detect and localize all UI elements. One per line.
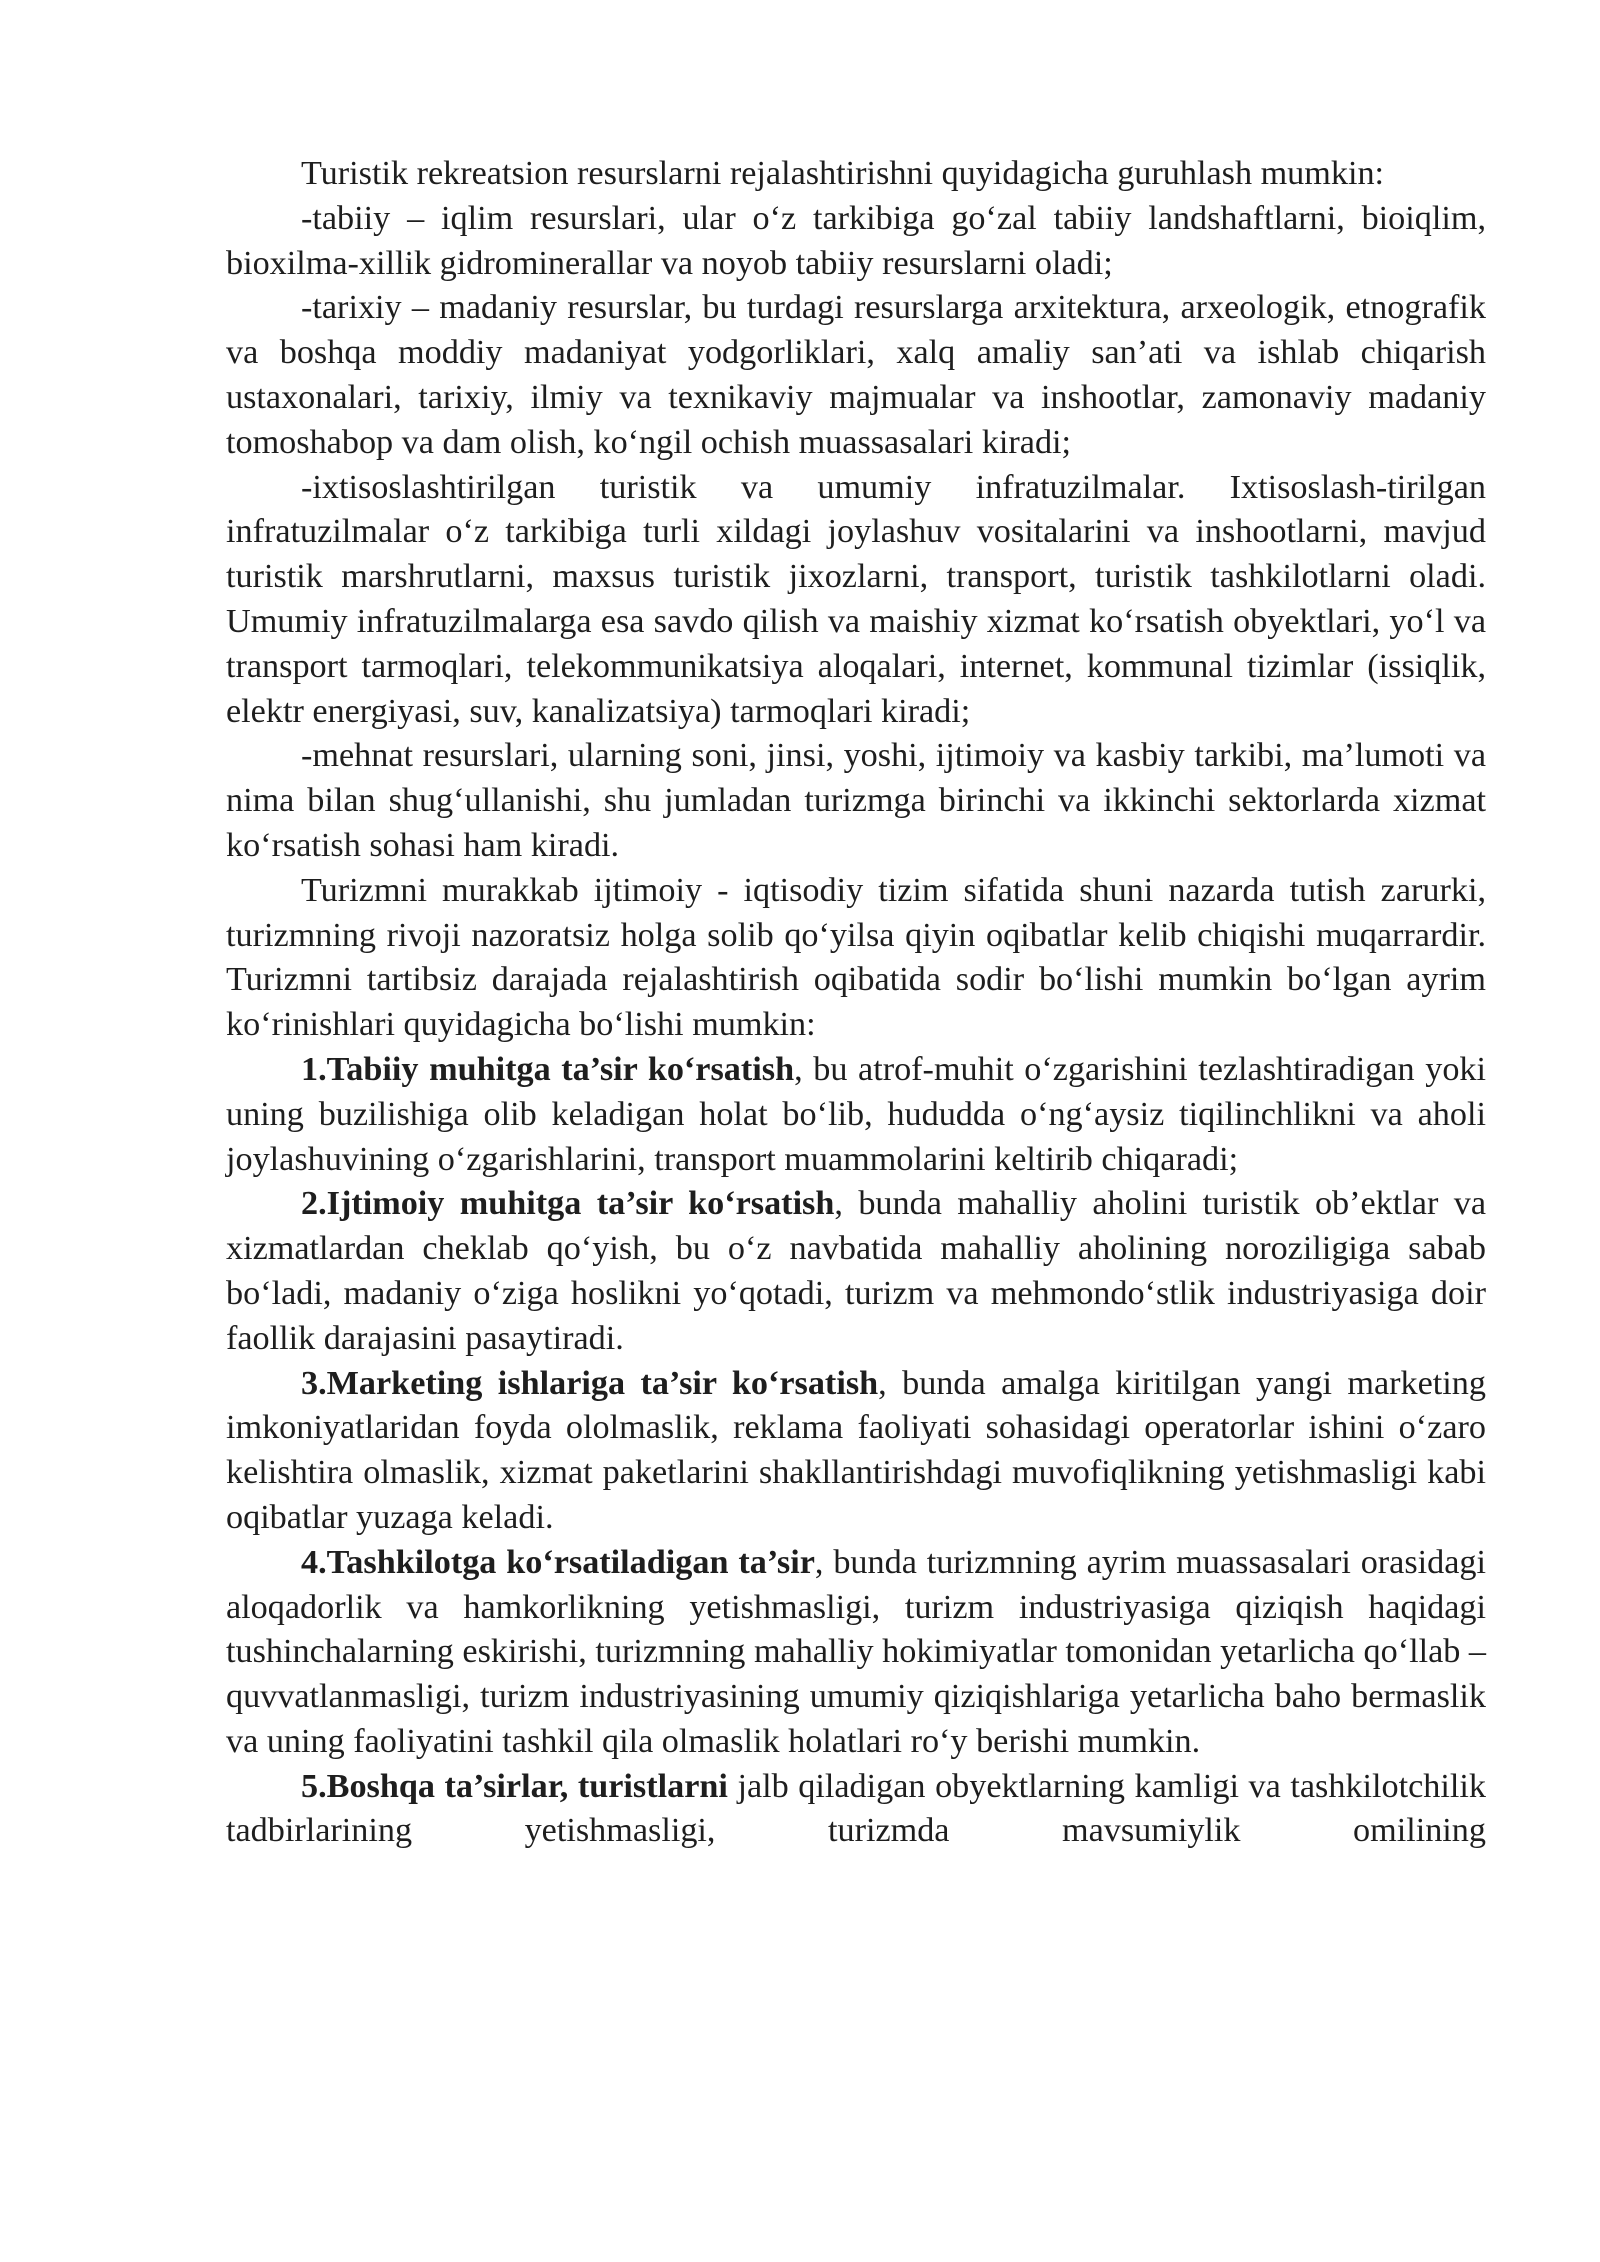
impact-organization [226,1541,1486,1765]
tourism-consequences-paragraph: Turizmni murakkab ijtimoiy - iqtisodiy tizim sifatida shuni nazarda tutish zarurki, turizmning rivoji nazoratsiz holga solib qo‘yilsa qiyin oqibatlar kelib chiqishi muqarrardir. Turizmni tartibsiz darajada rejalashtirish oqibatida sodir bo‘lishi mumkin bo‘lgan ayrim ko‘rinishlari quyidagicha bo‘lishi mumkin: [226,871,1486,1044]
impact-body: jalb qiladigan obyektlarning kamligi va tashkilotchilik tadbirlarining yetishmasligi, turizmda mavsumiylik omilining [226,1767,1486,1850]
impact-heading: 1.Tabiiy muhitga ta’sir ko‘rsatish [301,1050,795,1088]
labor-resources-item: -mehnat resurslari, ularning soni, jinsi, yoshi, ijtimoiy va kasbiy tarkibi, ma’lumoti va nima bilan shug‘ullanishi, shu jumladan turizmga birinchi va ikkinchi sektorlarda xizmat ko‘rsatish sohasi ham kiradi. [226,737,1486,864]
impact-heading: 2.Ijtimoiy muhitga ta’sir ko‘rsatish [301,1185,835,1223]
impact-social-environment [226,1182,1486,1361]
impact-body: , bu atrof-muhit o‘zgarishini tezlashtiradigan yoki uning buzilishiga olib keladigan holat bo‘lib, hududda o‘ng‘aysiz tiqilinchlikni va aholi joylashuvining o‘zgarishlarini, transport muammolarini keltirib chiqaradi; [226,1050,1487,1178]
impact-natural-environment [226,1048,1486,1182]
impact-other [226,1765,1486,1855]
historical-resources-item: -tarixiy – madaniy resurslar, bu turdagi resurslarga arxitektura, arxeologik, etnografik va boshqa moddiy madaniyat yodgorliklari, xalq amaliy san’ati va ishlab chiqarish ustaxonalari, tarixiy, ilmiy va texnikaviy majmualar va inshootlar, zamonaviy madaniy tomoshabop va dam olish, ko‘ngil ochish muassasalari kiradi; [226,289,1486,461]
impact-body: , bunda turizmning ayrim muassasalari orasidagi aloqadorlik va hamkorlikning yetishmasligi, turizm industriyasiga qiziqish haqidagi tushinchalarning eskirishi, turizmning mahalliy hokimiyatlar tomonidan yetarlicha qo‘llab – quvvatlanmasligi, turizm industriyasining umumiy qiziqishlariga yetarlicha baho bermaslik va uning faoliyatini tashkil qila olmaslik holatlari ro‘y berishi mumkin. [226,1543,1487,1760]
infrastructure-item: -ixtisoslashtirilgan turistik va umumiy infratuzilmalar. Ixtisoslash-tirilgan infratuzilmalar o‘z tarkibiga turli xildagi joylashuv vositalarini va inshootlarni, mavjud turistik marshrutlarni, maxsus turistik jixozlarni, transport, turistik tashkilotlarni oladi. Umumiy infratuzilmalarga esa savdo qilish va maishiy xizmat ko‘rsatish obyektlari, yo‘l va transport tarmoqlari, telekommunikatsiya aloqalari, internet, kommunal tizimlar (issiqlik, elektr energiyasi, suv, kanalizatsiya) tarmoqlari kiradi; [226,468,1486,730]
document-page [226,152,1486,1854]
impact-heading: 4.Tashkilotga ko‘rsatiladigan ta’sir [301,1543,815,1581]
intro-paragraph: Turistik rekreatsion resurslarni rejalashtirishni quyidagicha guruhlash mumkin: [301,155,1385,192]
natural-resources-item: -tabiiy – iqlim resurslari, ular o‘z tarkibiga go‘zal tabiiy landshaftlarni, bioiqlim, bioxilma-xillik gidrominerallar va noyob tabiiy resurslarni oladi; [226,199,1486,282]
impact-heading: 5.Boshqa ta’sirlar, turistlarni [301,1767,728,1805]
impact-heading: 3.Marketing ishlariga ta’sir ko‘rsatish [301,1364,879,1402]
impact-marketing [226,1362,1486,1541]
impact-body: , bunda amalga kiritilgan yangi marketing imkoniyatlaridan foyda ololmaslik, reklama faoliyati sohasidagi operatorlar ishini o‘zaro kelishtira olmaslik, xizmat paketlarini shakllantirishdagi muvofiqlikning yetishmasligi kabi oqibatlar yuzaga keladi. [226,1364,1486,1536]
impact-body: , bunda mahalliy aholini turistik ob’ektlar va xizmatlardan cheklab qo‘yish, bu o‘z navbatida mahalliy aholining noroziligiga sabab bo‘ladi, madaniy o‘ziga hoslikni yo‘qotadi, turizm va mehmondo‘stlik industriyasiga doir faollik darajasini pasaytiradi. [226,1185,1487,1357]
